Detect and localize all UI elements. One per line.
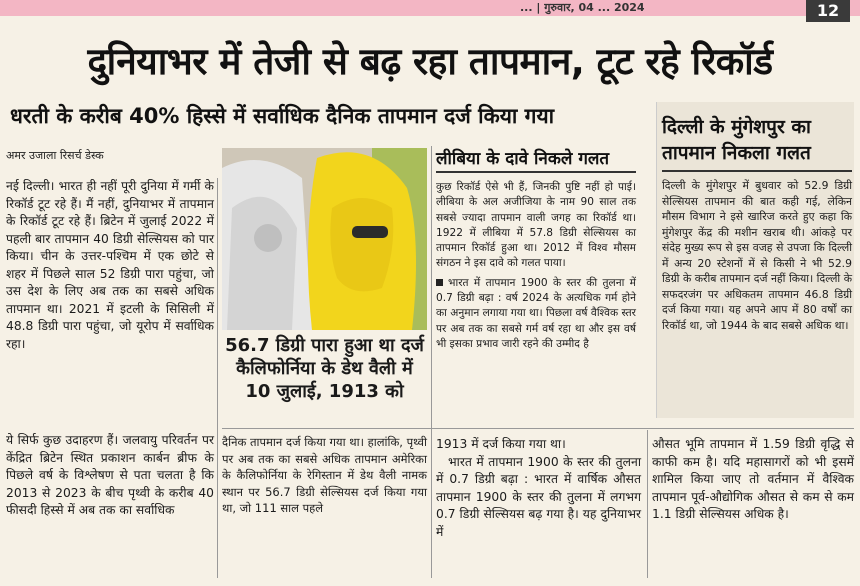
libya-box-title: लीबिया के दावे निकले गलत bbox=[436, 146, 636, 173]
column-3-para: भारत में तापमान 1900 के स्तर की तुलना में 0.7 डिग्री बढ़ा : भारत में वार्षिक औसत तापमान 1900 के स्तर की तुलना में लगभग 0.7 डिग्री सेल्सियस बढ़ गया है। यह दुनियाभर में bbox=[436, 454, 641, 539]
delhi-box-title: दिल्ली के मुंगेशपुर का तापमान निकला गलत bbox=[662, 114, 852, 172]
column-1-para-2: ये सिर्फ कुछ उदाहरण हैं। जलवायु परिवर्तन पर केंद्रित ब्रिटेन स्थित प्रकाशन कार्बन ब्रीफ के पिछले वर्ष के विश्लेषण से पता चलता है कि 2013 से 2023 के बीच पृथ्वी के करीब 40 फीसदी हिस्से में अब तक का सर्वाधिक bbox=[6, 433, 214, 517]
photo-illustration bbox=[222, 148, 427, 330]
delhi-box-body: दिल्ली के मुंगेशपुर में बुधवार को 52.9 डिग्री सेल्सियस तापमान की बात कही गई, लेकिन मौसम विभाग ने इसे खारिज करते हुए कहा कि मुंगेशपुर केंद्र की मशीन खराब थी। आंकड़े पर संदेह मुख्य रूप से इस वजह से उपजा कि दिल्ली में अन्य 20 स्टेशनों में से किसी ने भी 52.9 डिग्री के करीब तापमान दर्ज नहीं किया। दिल्ली के सफदरजंग पर अधिकतम तापमान 46.8 डिग्री दर्ज किया गया। यह अपने आप में 80 वर्षों का रिकॉर्ड था, जो 1944 के बाद सबसे अधिक था। bbox=[662, 179, 852, 332]
column-divider bbox=[217, 178, 218, 578]
column-3-bottom bbox=[436, 436, 641, 541]
masthead-strip bbox=[0, 0, 860, 16]
libya-box-bullet-text: भारत में तापमान 1900 के स्तर की तुलना में 0.7 डिग्री बढ़ा : वर्ष 2024 के अत्यधिक गर्म होने का अनुमान लगाया गया था। पिछला वर्ष वैश्विक स्तर पर अब तक का सबसे गर्म वर्ष रहा था और इस वर्ष भी इसका प्रभाव जारी रहने की उम्मीद है bbox=[436, 276, 636, 350]
column-3-line-1: 1913 में दर्ज किया गया था। bbox=[436, 437, 566, 451]
subheadline: धरती के करीब 40% हिस्से में सर्वाधिक दैनिक तापमान दर्ज किया गया bbox=[10, 104, 555, 128]
column-divider bbox=[431, 146, 432, 578]
horizontal-rule bbox=[222, 428, 854, 429]
bullet-icon bbox=[436, 279, 443, 286]
byline: अमर उजाला रिसर्च डेस्क bbox=[6, 149, 104, 162]
libya-box-body bbox=[436, 180, 636, 352]
news-photo bbox=[222, 148, 427, 330]
column-2-bottom: दैनिक तापमान दर्ज किया गया था। हालांकि, पृथ्वी पर अब तक का सबसे अधिक तापमान अमेरिका के कैलिफोर्निया के रेगिस्तान में डेथ वैली नामक स्थान पर 56.7 डिग्री सेल्सियस दर्ज किया गया था, जो 111 साल पहले bbox=[222, 435, 427, 515]
column-divider bbox=[647, 430, 648, 578]
libya-box-text: कुछ रिकॉर्ड ऐसे भी हैं, जिनकी पुष्टि नहीं हो पाई। लीबिया के अल अजीजिया के नाम 90 साल तक सबसे ज्यादा तापमान वाली जगह का रिकॉर्ड था। 1922 में लीबिया में 57.8 डिग्री सेल्सियस का तापमान रिकॉर्ड हुआ था। 2012 में विश्व मौसम संगठन ने इस दावे को गलत पाया। bbox=[436, 181, 636, 270]
column-1-top bbox=[6, 178, 214, 353]
column-1-para-1: नई दिल्ली। भारत ही नहीं पूरी दुनिया में गर्मी के रिकॉर्ड टूट रहे हैं। मैं नहीं, दुनियाभर में तापमान के रिकॉर्ड टूट रहे हैं। ब्रिटेन में जुलाई 2022 में पहली बार तापमान 40 डिग्री सेल्सियस को पार किया। चीन के उत्तर-पश्चिम में एक छोटे से शहर में पिछले साल 52 डिग्री पारा पहुंचा, जो उस देश के लिए अब तक का सबसे अधिक तापमान था। 2021 में इटली के सिसिली में 48.8 डिग्री पारा पहुंचा, जो यूरोप में सर्वाधिक रहा। bbox=[6, 179, 214, 351]
column-1-bottom bbox=[6, 432, 214, 520]
column-4-bottom: औसत भूमि तापमान में 1.59 डिग्री वृद्धि से काफी कम है। यदि महासागरों को भी इसमें शामिल किया जाए तो वर्तमान में वैश्विक तापमान पूर्व-औद्योगिक औसत से कम से कम 1.1 डिग्री सेल्सियस अधिक है। bbox=[652, 437, 854, 521]
libya-box-bullet-para bbox=[436, 276, 636, 352]
masthead-date: ... | गुरुवार, 04 ... 2024 bbox=[520, 1, 645, 14]
headline: दुनियाभर में तेजी से बढ़ रहा तापमान, टूट रहे रिकॉर्ड bbox=[87, 40, 773, 83]
page-number: 12 bbox=[806, 0, 850, 22]
photo-caption: 56.7 डिग्री पारा हुआ था दर्ज कैलिफोर्निया के डेथ वैली में 10 जुलाई, 1913 को bbox=[225, 335, 424, 402]
